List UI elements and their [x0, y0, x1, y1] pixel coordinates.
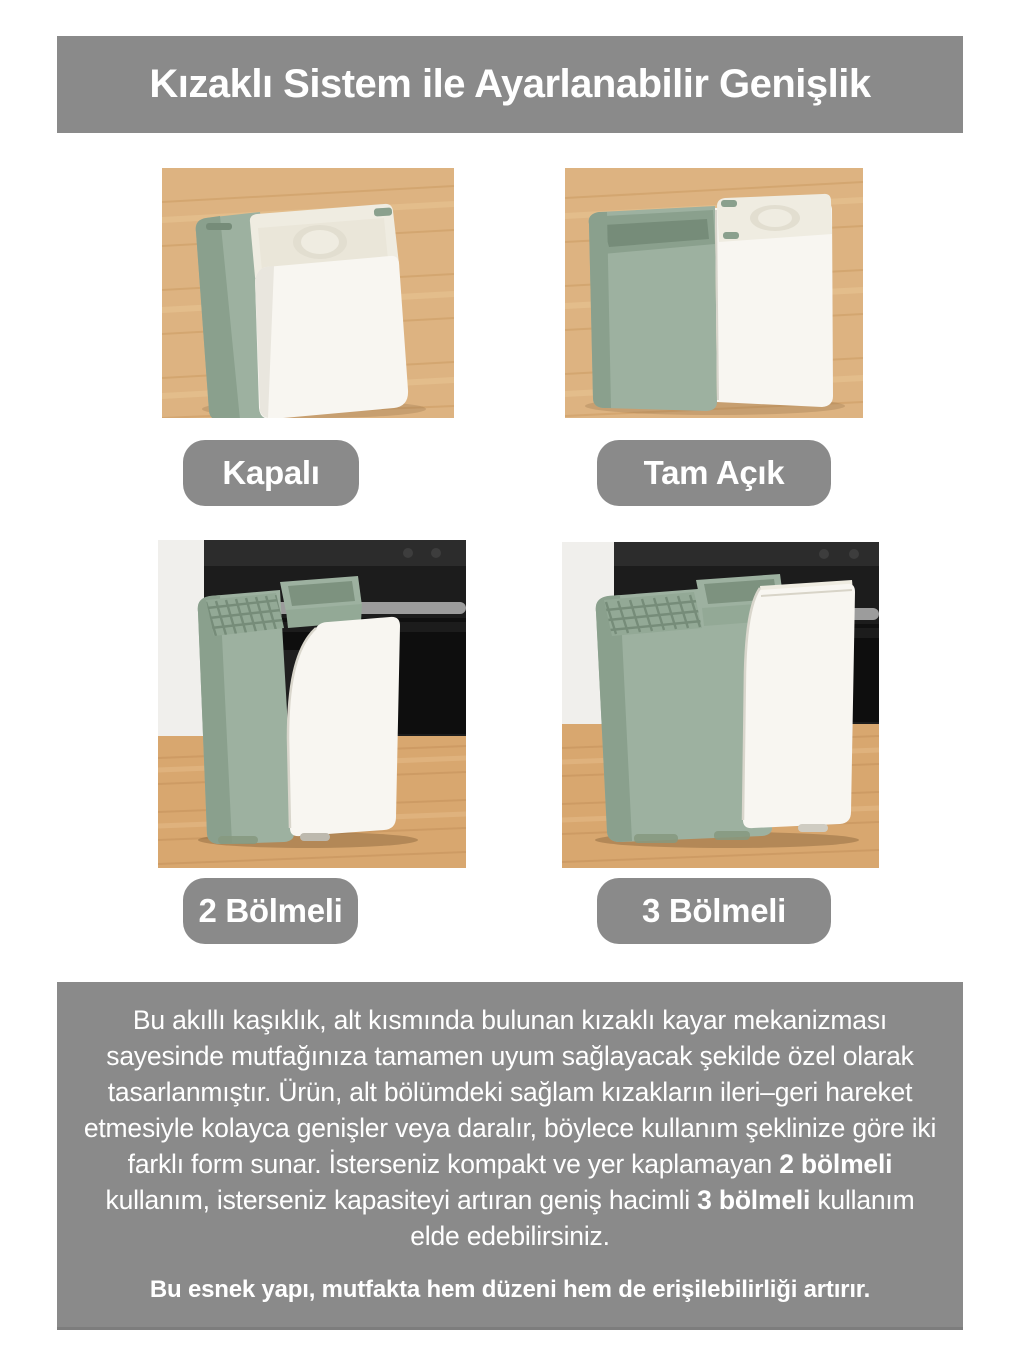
description-text: Bu akıllı kaşıklık, alt kısmında bulunan kızaklı kayar mekanizması sayesinde mutfağınıza tamamen uyum sağlayacak şekilde özel olarak tasarlanmıştır. Ürün, alt bölümdeki sağlam kızakların ileri–geri hareket etmesiyle kolayca genişler veya daralır, böylece kullanım şeklinize göre iki farklı form sunar. İsterseniz kompakt ve yer kaplamayan 2 bölmeli kullanım, isterseniz kapasiteyi artıran geniş hacimli 3 bölmeli kullanım elde edebilirsiniz.	[83, 1005, 937, 1251]
product-photo-open-illustration	[565, 168, 863, 418]
product-photo-closed-illustration	[162, 168, 454, 418]
description-footer: Bu esnek yapı, mutfakta hem düzeni hem de erişilebilirliği artırır.	[149, 1276, 871, 1303]
state-badge-closed	[183, 440, 359, 506]
product-photo-two-compartment-illustration	[158, 540, 466, 868]
product-photo-closed	[162, 168, 454, 418]
header-banner	[57, 36, 963, 133]
state-badge-two-compartment	[183, 878, 358, 944]
description-panel	[57, 982, 963, 1330]
state-badge-open	[597, 440, 831, 506]
page-title: Kızaklı Sistem ile Ayarlanabilir Genişlik	[149, 62, 871, 106]
product-photo-three-compartment	[562, 542, 879, 868]
state-badge-three-compartment-label: 3 Bölmeli	[641, 892, 786, 929]
state-badge-three-compartment	[597, 878, 831, 944]
state-badge-open-label: Tam Açık	[643, 454, 785, 491]
state-badge-two-compartment-label: 2 Bölmeli	[198, 892, 343, 929]
state-badge-closed-label: Kapalı	[222, 454, 320, 491]
product-photo-two-compartment	[158, 540, 466, 868]
product-photo-three-compartment-illustration	[562, 542, 879, 868]
product-photo-open	[565, 168, 863, 418]
